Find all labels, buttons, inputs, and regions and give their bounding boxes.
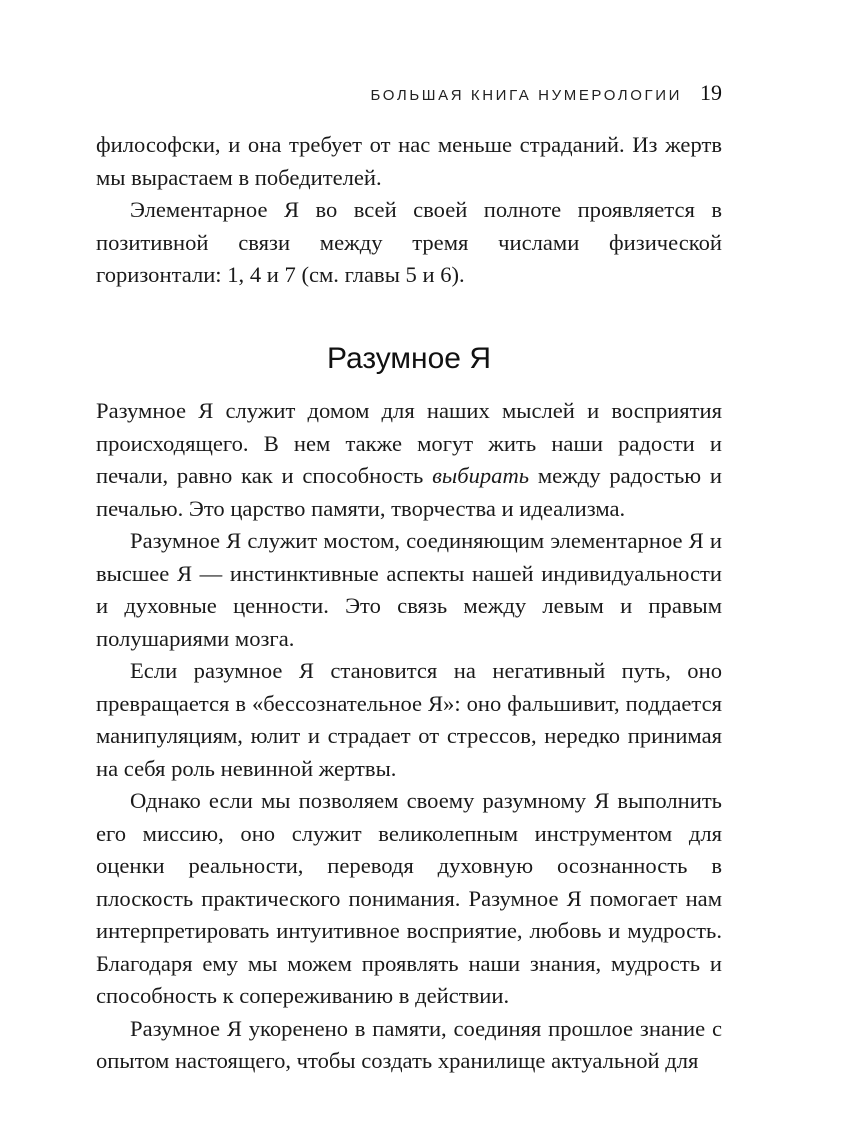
emphasized-word: выбирать	[432, 463, 530, 488]
page-header	[96, 80, 722, 108]
paragraph: Если разумное Я становится на негативный путь, оно превращается в «бессознательное Я»: оно фальшивит, поддается манипуляциям, юлит и страдает от стрессов, нередко принимая на себя роль невинной жертвы.	[96, 658, 722, 781]
paragraph-text: Разумное Я служит домом для наших мыслей и восприятия происходящего. В нем также могут жить наши радости и печали, равно как и способность	[96, 398, 722, 488]
section-body	[96, 395, 722, 1078]
top-text-block	[96, 129, 722, 292]
page-number: 19	[700, 80, 722, 105]
paragraph: Разумное Я служит мостом, соединяющим элементарное Я и высшее Я — инстинктивные аспекты нашей индивидуальности и духовные ценности. Это связь между левым и правым полушариями мозга.	[96, 528, 722, 651]
section-heading: Разумное Я	[326, 342, 491, 375]
paragraph-text: между радостью и печалью. Это царство памяти, творчества и идеализма.	[96, 463, 722, 521]
paragraph: Элементарное Я во всей своей полноте проявляется в позитивной связи между тремя числами физической горизонтали: 1, 4 и 7 (см. главы 5 и 6).	[96, 197, 722, 287]
paragraph-continuation: философски, и она требует от нас меньше страданий. Из жертв мы вырастаем в победителей.	[96, 132, 722, 190]
paragraph: Разумное Я укоренено в памяти, соединяя прошлое знание с опытом настоящего, чтобы создать хранилище актуальной для	[96, 1015, 722, 1073]
paragraph: Однако если мы позволяем своему разумному Я выполнить его миссию, оно служит великолепным инструментом для оценки реальности, переводя духовную осознанность в плоскость практического понимания. Разумное Я помогает нам интерпретировать интуитивное восприятие, любовь и мудрость. Благодаря ему мы можем проявлять наши знания, мудрость и способность к сопереживанию в действии.	[96, 788, 722, 1008]
running-title: БОЛЬШАЯ КНИГА НУМЕРОЛОГИИ	[370, 87, 682, 104]
paragraph-intro	[96, 395, 722, 525]
